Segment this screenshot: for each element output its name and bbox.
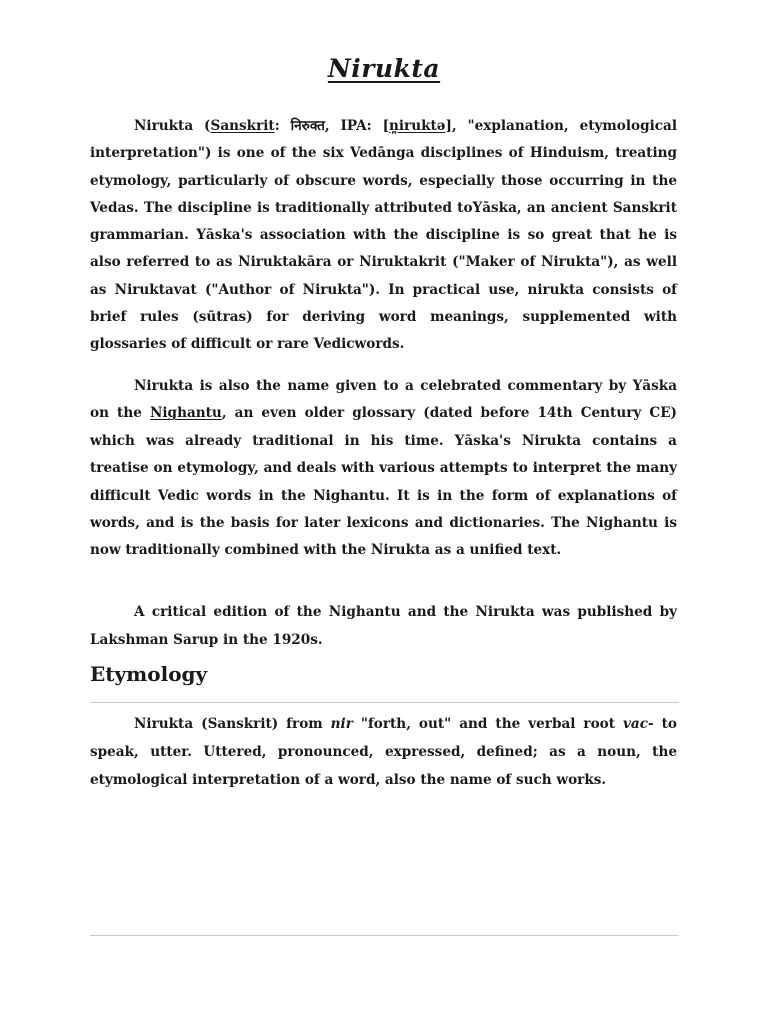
etymology-text-1: Nirukta (Sanskrit) from [134,716,331,732]
section-heading-etymology: Etymology [90,662,208,686]
term-vac: vac- [623,716,654,732]
footer-divider [90,935,679,936]
edition-paragraph [90,599,677,654]
sanskrit-link[interactable]: Sanskrit [210,118,275,134]
intro-paragraph [90,113,677,359]
ipa-link[interactable]: n̪iruktə [389,118,446,134]
etymology-text-2: "forth, out" and the verbal root [352,716,623,732]
section-divider [90,702,679,703]
commentary-paragraph [90,373,677,565]
etymology-text-3: to speak, utter. Uttered, pronounced, expressed, defined; as a noun, the etymological interpretation of a word, also the name of such works. [90,716,677,788]
intro-text-1: Nirukta ( [134,118,211,134]
intro-text-3: ], "explanation, etymological interpretation") is one of the six Vedānga disciplines of Hinduism, treating etymology, particularly of obscure words, especially those occurring in the Vedas. The discipline is traditionally attributed toYāska, an ancient Sanskrit grammarian. Yāska's association with the discipline is so great that he is also referred to as Niruktakāra or Niruktakrit ("Maker of Nirukta"), as well as Niruktavat ("Author of Nirukta"). In practical use, nirukta consists of brief rules (sūtras) for deriving word meanings, supplemented with glossaries of difficult or rare Vedicwords. [90,118,678,353]
term-nir: nir [330,716,353,732]
commentary-text-2: , an even older glossary (dated before 14th Century CE) which was already traditional in his time. Yāska's Nirukta contains a treatise on etymology, and deals with various attempts to interpret the many difficult Vedic words in the Nighantu. It is in the form of explanations of words, and is the basis for later lexicons and dictionaries. The Nighantu is now traditionally combined with the Nirukta as a unified text. [90,405,677,559]
edition-text: A critical edition of the Nighantu and the Nirukta was published by Lakshman Sarup in the 1920s. [90,604,677,648]
intro-text-2: : निरुक्त, IPA: [ [274,118,389,134]
etymology-paragraph [90,710,677,794]
page-title: Nirukta [327,54,441,83]
nighantu-link[interactable]: Nighantu [149,405,222,422]
commentary-text-1: Nirukta is also the name given to a celebrated commentary by Yāska on the [90,378,677,422]
